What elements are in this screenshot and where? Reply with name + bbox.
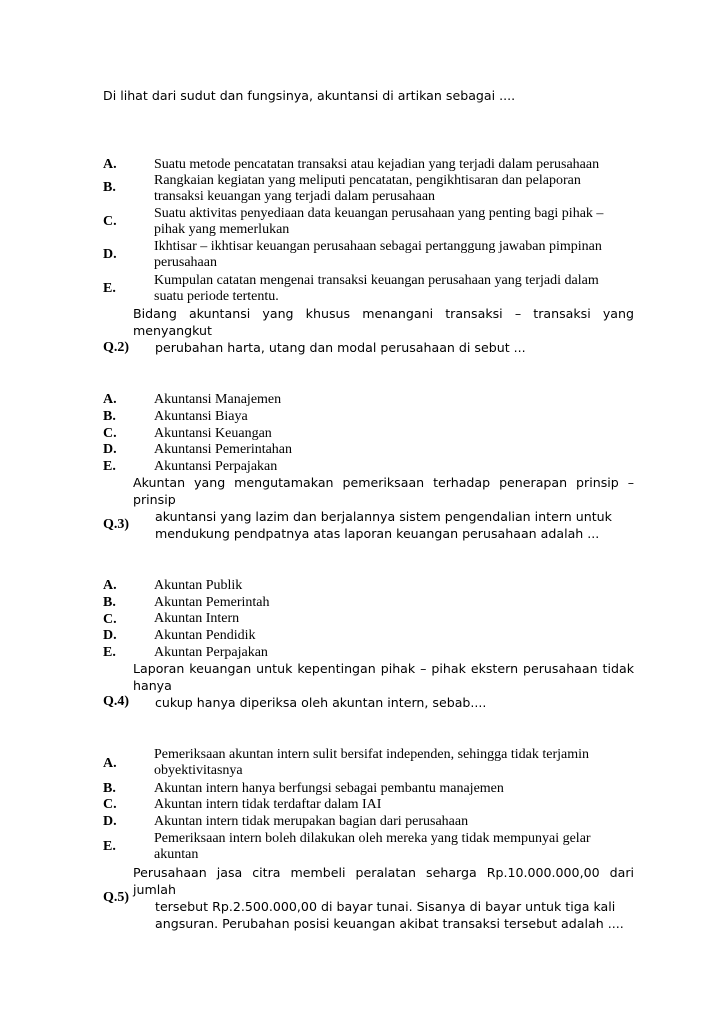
- q1-option-a-letter: A.: [103, 157, 117, 172]
- q1-option-b-line1: Rangkaian kegiatan yang meliputi pencatatan, pengikhtisaran dan pelaporan: [154, 173, 581, 188]
- q3-question: [133, 474, 634, 542]
- q4-option-b: [154, 781, 634, 797]
- q4-question-line2: cukup hanya diperiksa oleh akuntan intern, sebab....: [155, 695, 487, 710]
- q1-option-c-letter: C.: [103, 214, 117, 229]
- q1-option-c-line2: pihak yang memerlukan: [154, 222, 290, 237]
- q4-option-e-line1: Pemeriksaan intern boleh dilakukan oleh mereka yang tidak mempunyai gelar: [154, 831, 591, 846]
- q3-option-c-letter: C.: [103, 612, 117, 627]
- q2-question-line1: Bidang akuntansi yang khusus menangani transaksi – transaksi yang menyangkut: [133, 306, 634, 338]
- q4-option-c: [154, 797, 634, 813]
- q1-option-e-line2: suatu periode tertentu.: [154, 289, 279, 304]
- q1-option-c: [154, 206, 634, 238]
- q4-question-line1: Laporan keuangan untuk kepentingan pihak – pihak ekstern perusahaan tidak hanya: [133, 661, 634, 693]
- q3-question-line3: mendukung pendpatnya atas laporan keuangan perusahaan adalah ...: [155, 526, 600, 541]
- q1-option-c-line1: Suatu aktivitas penyediaan data keuangan perusahaan yang penting bagi pihak –: [154, 206, 604, 221]
- q3-option-a-letter: A.: [103, 578, 117, 593]
- q1-option-d-letter: D.: [103, 247, 117, 262]
- q1-option-d: [154, 239, 634, 271]
- q2-question: [133, 305, 634, 356]
- q3-option-e: Akuntan Perpajakan: [154, 645, 268, 660]
- q2-option-e: Akuntansi Perpajakan: [154, 459, 278, 474]
- q3-question-line2: akuntansi yang lazim dan berjalannya sistem pengendalian intern untuk: [155, 509, 612, 524]
- q2-option-c-letter: C.: [103, 426, 117, 441]
- q1-option-d-line2: perusahaan: [154, 255, 217, 270]
- q2-option-e-letter: E.: [103, 459, 116, 474]
- q3-option-d: Akuntan Pendidik: [154, 628, 256, 643]
- q4-option-b-line1: Akuntan intern hanya berfungsi sebagai pembantu manajemen: [154, 781, 504, 796]
- q4-option-a-letter: A.: [103, 756, 117, 771]
- q1-option-e-line1: Kumpulan catatan mengenai transaksi keuangan perusahaan yang terjadi dalam: [154, 273, 599, 288]
- q4-option-a-line2: obyektivitasnya: [154, 763, 243, 778]
- q1-option-e: [154, 273, 634, 305]
- q2-number: Q.2): [103, 340, 130, 355]
- q3-option-c: Akuntan Intern: [154, 611, 240, 626]
- q4-number: Q.4): [103, 694, 130, 709]
- q2-option-a: Akuntansi Manajemen: [154, 392, 282, 407]
- q2-option-c: Akuntansi Keuangan: [154, 426, 272, 441]
- q3-question-line1: Akuntan yang mengutamakan pemeriksaan terhadap penerapan prinsip – prinsip: [133, 475, 634, 507]
- q4-option-e: [154, 831, 634, 863]
- q4-option-c-line1: Akuntan intern tidak terdaftar dalam IAI: [154, 797, 382, 812]
- q1-option-a: [154, 157, 634, 173]
- q4-option-a-line1: Pemeriksaan akuntan intern sulit bersifat independen, sehingga tidak terjamin: [154, 747, 590, 762]
- q5-question: [133, 864, 634, 932]
- q1-option-b: [154, 173, 634, 205]
- q3-option-d-letter: D.: [103, 628, 117, 643]
- q4-question: [133, 660, 634, 711]
- q2-option-b: Akuntansi Biaya: [154, 409, 248, 424]
- q4-option-e-letter: E.: [103, 839, 116, 854]
- q3-option-a: Akuntan Publik: [154, 578, 243, 593]
- q1-option-b-line2: transaksi keuangan yang terjadi dalam perusahaan: [154, 189, 436, 204]
- q4-option-e-line2: akuntan: [154, 847, 199, 862]
- q4-option-d-letter: D.: [103, 814, 117, 829]
- q5-question-line2: tersebut Rp.2.500.000,00 di bayar tunai. Sisanya di bayar untuk tiga kali: [155, 899, 616, 914]
- q3-option-b: Akuntan Pemerintah: [154, 595, 270, 610]
- q2-option-a-letter: A.: [103, 392, 117, 407]
- q3-option-b-letter: B.: [103, 595, 116, 610]
- q4-option-d: [154, 814, 634, 830]
- q1-option-a-line1: Suatu metode pencatatan transaksi atau kejadian yang terjadi dalam perusahaan: [154, 157, 600, 172]
- q5-number: Q.5): [103, 890, 130, 905]
- intro-question: Di lihat dari sudut dan fungsinya, akuntansi di artikan sebagai ....: [103, 88, 516, 103]
- q2-option-b-letter: B.: [103, 409, 116, 424]
- q1-option-b-letter: B.: [103, 180, 116, 195]
- q2-question-line2: perubahan harta, utang dan modal perusahaan di sebut ...: [155, 340, 526, 355]
- q1-option-d-line1: Ikhtisar – ikhtisar keuangan perusahaan sebagai pertanggung jawaban pimpinan: [154, 239, 602, 254]
- q1-option-e-letter: E.: [103, 281, 116, 296]
- q4-option-a: [154, 747, 634, 779]
- q2-option-d-letter: D.: [103, 442, 117, 457]
- q4-option-d-line1: Akuntan intern tidak merupakan bagian dari perusahaan: [154, 814, 469, 829]
- q4-option-b-letter: B.: [103, 781, 116, 796]
- q5-question-line1: Perusahaan jasa citra membeli peralatan seharga Rp.10.000.000,00 dari jumlah: [133, 865, 634, 897]
- q3-number: Q.3): [103, 517, 130, 532]
- q3-option-e-letter: E.: [103, 645, 116, 660]
- q5-question-line3: angsuran. Perubahan posisi keuangan akibat transaksi tersebut adalah ....: [155, 916, 624, 931]
- q2-option-d: Akuntansi Pemerintahan: [154, 442, 293, 457]
- q4-option-c-letter: C.: [103, 797, 117, 812]
